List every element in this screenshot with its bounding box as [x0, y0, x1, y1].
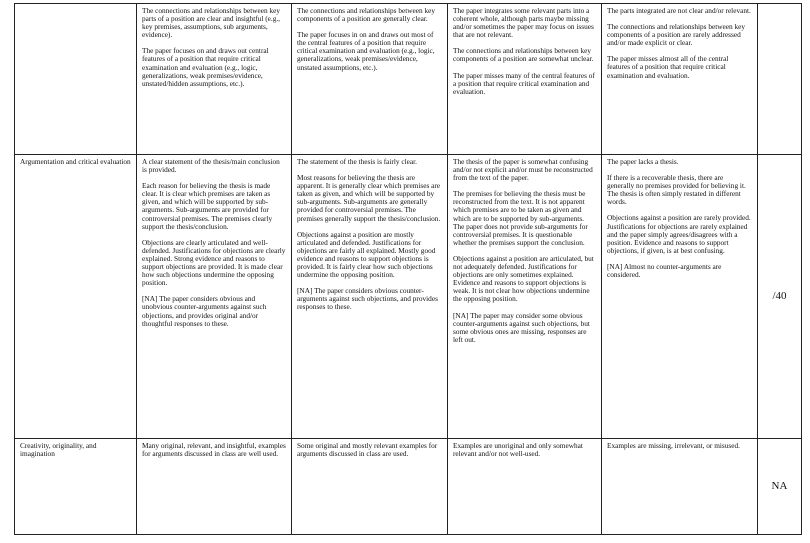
level-cell-excellent	[137, 439, 292, 535]
criterion-cell	[15, 4, 137, 155]
level-cell-fair	[448, 439, 602, 535]
level-cell-good	[292, 4, 448, 155]
descriptor-paragraph: [NA] The paper may consider some obvious counter-arguments against such objections, but some obvious ones are missing, responses are left out.	[453, 310, 590, 344]
score-cell	[758, 4, 802, 155]
descriptor-paragraph: If there is a recoverable thesis, there are generally no premises provided for believing it. The thesis is often simply restated in different words.	[607, 173, 746, 207]
criterion-cell: Creativity, originality, and imagination	[15, 439, 137, 535]
rubric-row	[15, 439, 802, 535]
level-cell-excellent	[137, 155, 292, 439]
level-cell-fair	[448, 155, 602, 439]
descriptor-paragraph: The paper misses many of the central features of a position that require critical examination and evaluation.	[453, 70, 595, 96]
rubric-table	[14, 3, 802, 535]
descriptor-paragraph: Examples are unoriginal and only somewhat relevant and/or not well-used.	[453, 441, 583, 459]
descriptor-paragraph: Objections against a position are mostly articulated and defended. Justifications for objections are fairly all explained. Mostly good evidence and reasons to support objections is provided. It is fairly clear how such objections undermine the opposing position.	[297, 229, 436, 280]
descriptor-paragraph: Some original and mostly relevant examples for arguments discussed in class are used.	[297, 441, 438, 459]
descriptor-paragraph: [NA] The paper considers obvious and unobvious counter-arguments against such objections, and provides original and/or thoughtful responses to these.	[142, 294, 267, 328]
descriptor-paragraph: The paper focuses on and draws out central features of a position that require critical examination and evaluation (e.g., logic, generalizations, weak premises/evidence, unstated/hidden assumptions, etc.).	[142, 46, 269, 88]
level-cell-poor	[602, 439, 758, 535]
descriptor-paragraph: Objections against a position are rarely provided. Justifications for objections are rarely explained and the paper simply agrees/disagrees with a position. Evidence and reasons to support objections, if given, is at best confusing.	[607, 213, 751, 255]
descriptor-paragraph: The paper integrates some relevant parts into a coherent whole, although parts maybe missing and/or sometimes the paper may focus on issues that are not relevant.	[453, 6, 594, 40]
score-cell: NA	[758, 439, 802, 535]
descriptor-paragraph: The statement of the thesis is fairly clear.	[297, 157, 417, 166]
descriptor-paragraph: Objections are clearly articulated and well-defended. Justifications for objections are clearly explained. Strong evidence and reasons to support objections are provided. It is made clear how such objections undermine the opposing position.	[142, 237, 286, 288]
descriptor-paragraph: The connections and relationships between key components of a position are somewhat unclear.	[453, 46, 594, 64]
descriptor-paragraph: The premises for believing the thesis must be reconstructed from the text. It is not apparent which premises are to be taken as given and which are to be supported by sub-arguments. The paper does not provide sub-arguments for controversial premises. It is questionable whether the premises support the conclusion.	[453, 189, 588, 247]
level-cell-good	[292, 155, 448, 439]
descriptor-paragraph: The paper misses almost all of the central features of a position that require critical examination and evaluation.	[607, 54, 729, 80]
rubric-row	[15, 4, 802, 155]
level-cell-excellent	[137, 4, 292, 155]
descriptor-paragraph: The connections and relationships between key parts of a position are clear and insightful (e.g., key premises, assumptions, sub arguments, evidence).	[142, 6, 280, 40]
descriptor-paragraph: Examples are missing, irrelevant, or misused.	[607, 441, 740, 450]
descriptor-paragraph: [NA] Almost no counter-arguments are considered.	[607, 261, 722, 280]
level-cell-fair	[448, 4, 602, 155]
score-cell: /40	[758, 155, 802, 439]
level-cell-poor	[602, 4, 758, 155]
level-cell-good	[292, 439, 448, 535]
descriptor-paragraph: Many original, relevant, and insightful, examples for arguments discussed in class are well used.	[142, 441, 286, 459]
descriptor-paragraph: Each reason for believing the thesis is made clear. It is clear which premises are taken as given, and which will be supported by sub-arguments. Sub-arguments are provided for controversial premises. The premises clearly support the thesis/conclusion.	[142, 181, 273, 231]
descriptor-paragraph: The thesis of the paper is somewhat confusing and/or not explicit and/or must be reconstructed from the text of the paper.	[453, 157, 593, 183]
descriptor-paragraph: The paper focuses in on and draws out most of the central features of a position that require critical examination and evaluation (e.g., logic, generalizations, weak premises/evidence, unstated assumptions, etc.).	[297, 30, 435, 72]
descriptor-paragraph: The paper lacks a thesis.	[607, 157, 679, 166]
descriptor-paragraph: A clear statement of the thesis/main conclusion is provided.	[142, 157, 280, 175]
criterion-cell: Argumentation and critical evaluation	[15, 155, 137, 439]
rubric-row	[15, 155, 802, 439]
descriptor-paragraph: Most reasons for believing the thesis are apparent. It is generally clear which premises are taken as given, and which will be supported by sub-arguments. Sub-arguments are generally provided for controversial premises. The premises generally support the thesis/conclusion.	[297, 173, 441, 223]
descriptor-paragraph: Objections against a position are articulated, but not adequately defended. Justifications for objections are only sometimes explained. Evidence and reasons to support objections is weak. It is not clear how objections undermine the opposing position.	[453, 253, 594, 304]
descriptor-paragraph: The connections and relationships between key components of a position are rarely addressed and/or made explicit or clear.	[607, 22, 745, 48]
level-cell-poor	[602, 155, 758, 439]
descriptor-paragraph: The connections and relationships between key components of a position are generally clear.	[297, 6, 435, 24]
descriptor-paragraph: [NA] The paper considers obvious counter-arguments against such objections, and provides responses to these.	[297, 286, 438, 312]
descriptor-paragraph: The parts integrated are not clear and/or relevant.	[607, 6, 751, 15]
